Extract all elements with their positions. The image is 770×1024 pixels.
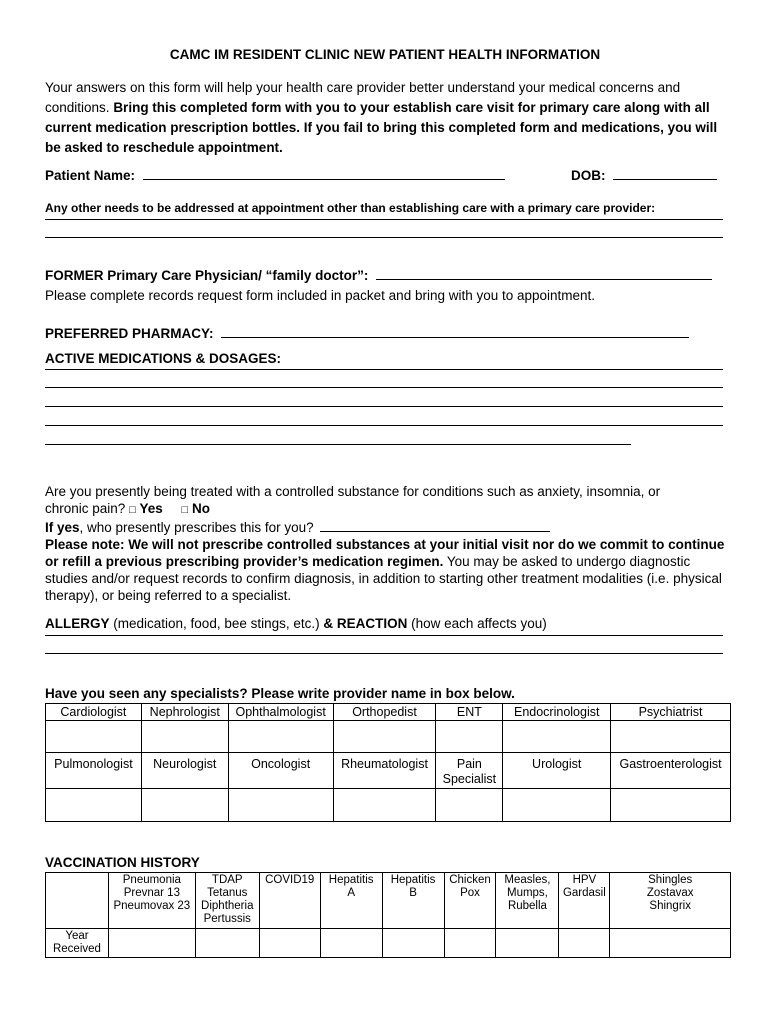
controlled-question-line2 (45, 500, 735, 519)
specialist-label: Urologist (503, 753, 611, 789)
allergy-label-mid: (medication, food, bee stings, etc.) (109, 616, 324, 631)
pharmacy-label: PREFERRED PHARMACY: (45, 326, 214, 341)
vaccine-year-cell[interactable] (382, 929, 444, 958)
vaccine-year-cell[interactable] (108, 929, 195, 958)
specialist-label: Pulmonologist (46, 753, 142, 789)
controlled-question (45, 483, 735, 604)
specialist-label: Orthopedist (333, 704, 436, 721)
reaction-label-end: (how each affects you) (407, 616, 547, 631)
specialist-label: Nephrologist (141, 704, 228, 721)
vaccine-header: Hepatitis A (320, 873, 382, 929)
specialist-input-cell[interactable] (228, 721, 333, 753)
vaccine-header: Chicken Pox (444, 873, 496, 929)
intro-text: Your answers on this form will help your health care provider better understand your medical concerns and conditions. (45, 80, 681, 115)
specialists-header-row-2 (46, 753, 731, 789)
vaccination-year-row (46, 929, 731, 958)
allergy-label (45, 616, 547, 631)
specialist-label: Oncologist (228, 753, 333, 789)
vaccine-year-cell[interactable] (195, 929, 259, 958)
other-needs-line-2[interactable] (45, 237, 723, 238)
prescriber-row (45, 519, 735, 536)
specialists-heading: Have you seen any specialists? Please write provider name in box below. (45, 686, 515, 701)
patient-name-field[interactable] (143, 167, 505, 180)
vaccination-heading: VACCINATION HISTORY (45, 855, 200, 870)
no-checkbox[interactable]: □ (181, 504, 189, 516)
specialist-input-cell[interactable] (436, 789, 503, 822)
vaccine-year-cell[interactable] (496, 929, 559, 958)
medications-line-1[interactable] (45, 369, 723, 370)
medications-line-2[interactable] (45, 387, 723, 388)
specialist-label: Neurologist (141, 753, 228, 789)
specialist-label: ENT (436, 704, 503, 721)
former-pcp-label: FORMER Primary Care Physician/ “family doctor”: (45, 268, 369, 283)
specialist-input-cell[interactable] (46, 721, 142, 753)
vaccine-year-cell[interactable] (610, 929, 731, 958)
records-note: Please complete records request form included in packet and bring with you to appointment. (45, 288, 596, 303)
controlled-note (45, 536, 735, 604)
specialist-input-cell[interactable] (611, 721, 731, 753)
vaccine-header: COVID19 (259, 873, 320, 929)
patient-name-label: Patient Name: (45, 168, 136, 183)
vaccination-header-row (46, 873, 731, 929)
no-label: No (191, 501, 210, 516)
vaccine-header: TDAP Tetanus Diphtheria Pertussis (195, 873, 259, 929)
year-received-label: Year Received (46, 929, 109, 958)
specialist-input-cell[interactable] (141, 721, 228, 753)
former-pcp-row (45, 267, 712, 283)
prescriber-question: , who presently prescribes this for you? (79, 520, 314, 535)
vaccine-year-cell[interactable] (259, 929, 320, 958)
other-needs-line-1[interactable] (45, 219, 723, 220)
intro-bold-text: Bring this completed form with you to your establish care visit for primary care along with all current medication prescription bottles. If you fail to bring this completed form and medications, you will be asked to reschedule appointment. (45, 100, 718, 155)
former-pcp-field[interactable] (376, 267, 712, 280)
intro-paragraph (45, 78, 735, 158)
specialists-input-row-1 (46, 721, 731, 753)
specialists-table (45, 703, 731, 822)
specialist-label: Pain Specialist (436, 753, 503, 789)
dob-field[interactable] (613, 167, 717, 180)
vaccine-year-cell[interactable] (320, 929, 382, 958)
specialist-input-cell[interactable] (503, 789, 611, 822)
dob-label: DOB: (571, 168, 606, 183)
vaccine-header: HPV Gardasil (559, 873, 610, 929)
medications-line-4[interactable] (45, 425, 723, 426)
vaccine-year-cell[interactable] (444, 929, 496, 958)
specialists-input-row-2 (46, 789, 731, 822)
allergy-line-1[interactable] (45, 635, 723, 636)
vaccine-header: Shingles Zostavax Shingrix (610, 873, 731, 929)
specialist-input-cell[interactable] (611, 789, 731, 822)
specialist-label: Psychiatrist (611, 704, 731, 721)
allergy-line-2[interactable] (45, 653, 723, 654)
medications-line-3[interactable] (45, 406, 723, 407)
dob-row (571, 167, 717, 183)
patient-name-row (45, 167, 505, 183)
specialist-input-cell[interactable] (333, 721, 436, 753)
vaccination-corner-cell (46, 873, 109, 929)
controlled-note-text: You may be asked to undergo diagnostic studies and/or request records to confirm diagnosis, in addition to starting other treatment modalities (i.e. physical therapy), or being referred to a specialist. (45, 554, 722, 603)
specialist-label: Gastroenterologist (611, 753, 731, 789)
controlled-question-line1: Are you presently being treated with a controlled substance for conditions such as anxiety, insomnia, or (45, 484, 661, 499)
specialist-input-cell[interactable] (228, 789, 333, 822)
yes-label: Yes (139, 501, 163, 516)
pharmacy-row (45, 325, 689, 341)
medications-label: ACTIVE MEDICATIONS & DOSAGES: (45, 351, 282, 366)
vaccine-header: Measles, Mumps, Rubella (496, 873, 559, 929)
specialist-label: Cardiologist (46, 704, 142, 721)
form-title: CAMC IM RESIDENT CLINIC NEW PATIENT HEALTH INFORMATION (169, 47, 601, 62)
specialist-input-cell[interactable] (46, 789, 142, 822)
specialist-label: Ophthalmologist (228, 704, 333, 721)
vaccine-year-cell[interactable] (559, 929, 610, 958)
vaccine-header: Pneumonia Prevnar 13 Pneumovax 23 (108, 873, 195, 929)
allergy-label-bold: ALLERGY (45, 616, 110, 631)
if-yes-label: If yes (45, 520, 80, 535)
specialist-label: Rheumatologist (333, 753, 436, 789)
reaction-label-bold: & REACTION (323, 616, 408, 631)
yes-checkbox[interactable]: □ (129, 504, 136, 516)
specialist-input-cell[interactable] (141, 789, 228, 822)
controlled-question-text: chronic pain? (45, 501, 126, 516)
medications-line-5[interactable] (45, 444, 631, 445)
prescriber-field[interactable] (320, 519, 550, 532)
pharmacy-field[interactable] (221, 325, 689, 338)
vaccine-header: Hepatitis B (382, 873, 444, 929)
specialist-input-cell[interactable] (333, 789, 436, 822)
specialists-header-row-1 (46, 704, 731, 721)
specialist-input-cell[interactable] (503, 721, 611, 753)
controlled-note-bold: Please note: We will not prescribe controlled substances at your initial visit nor do we commit to continue or refill a previous prescribing provider’s medication regimen. (45, 537, 725, 569)
vaccination-table (45, 872, 731, 958)
specialist-input-cell[interactable] (436, 721, 503, 753)
other-needs-label: Any other needs to be addressed at appointment other than establishing care with a primary care provider: (45, 201, 656, 215)
specialist-label: Endocrinologist (503, 704, 611, 721)
